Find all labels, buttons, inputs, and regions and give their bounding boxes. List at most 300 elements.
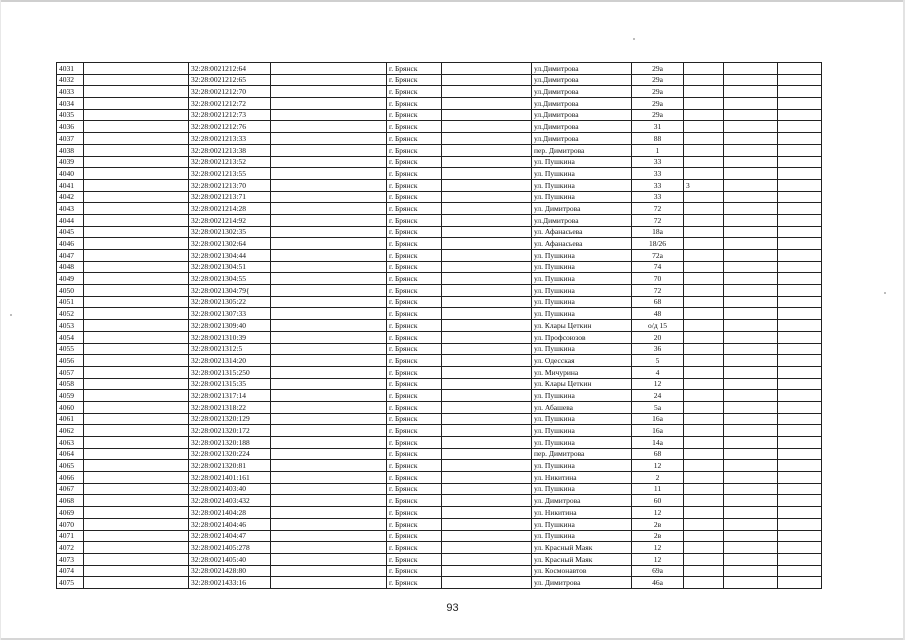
blank-cell	[442, 460, 532, 472]
extra-cell	[684, 308, 724, 320]
blank-cell	[778, 261, 822, 273]
table-row	[57, 133, 822, 145]
blank-cell	[724, 98, 778, 110]
blank-cell	[271, 472, 387, 484]
blank-cell	[84, 390, 189, 402]
city-cell: г. Брянск	[387, 63, 442, 75]
extra-cell	[684, 285, 724, 297]
city-cell: г. Брянск	[387, 226, 442, 238]
cadastral-number-cell: 32:28:0021213:55	[189, 168, 271, 180]
city-cell: г. Брянск	[387, 203, 442, 215]
row-number-cell: 4042	[57, 191, 84, 203]
blank-cell	[442, 577, 532, 589]
blank-cell	[442, 86, 532, 98]
register-table	[56, 62, 822, 589]
blank-cell	[442, 355, 532, 367]
blank-cell	[778, 238, 822, 250]
blank-cell	[442, 401, 532, 413]
house-number-cell: 2в	[632, 530, 684, 542]
street-cell: ул. Космонавтов	[532, 565, 632, 577]
street-cell: ул. Пушкина	[532, 285, 632, 297]
house-number-cell: 12	[632, 507, 684, 519]
extra-cell	[684, 261, 724, 273]
blank-cell	[442, 483, 532, 495]
blank-cell	[778, 366, 822, 378]
house-number-cell: 36	[632, 343, 684, 355]
cadastral-number-cell: 32:28:0021320:172	[189, 425, 271, 437]
blank-cell	[724, 518, 778, 530]
blank-cell	[271, 86, 387, 98]
extra-cell	[684, 507, 724, 519]
blank-cell	[271, 109, 387, 121]
house-number-cell: 14а	[632, 437, 684, 449]
cadastral-number-cell: 32:28:0021317:14	[189, 390, 271, 402]
blank-cell	[442, 98, 532, 110]
city-cell: г. Брянск	[387, 308, 442, 320]
cadastral-number-cell: 32:28:0021212:73	[189, 109, 271, 121]
blank-cell	[724, 203, 778, 215]
blank-cell	[442, 214, 532, 226]
blank-cell	[442, 168, 532, 180]
city-cell: г. Брянск	[387, 98, 442, 110]
cadastral-number-cell: 32:28:0021404:47	[189, 530, 271, 542]
blank-cell	[84, 437, 189, 449]
row-number-cell: 4063	[57, 437, 84, 449]
blank-cell	[442, 472, 532, 484]
street-cell: ул.Димитрова	[532, 74, 632, 86]
cadastral-number-cell: 32:28:0021428:80	[189, 565, 271, 577]
street-cell: ул. Пушкина	[532, 343, 632, 355]
blank-cell	[271, 285, 387, 297]
blank-cell	[84, 530, 189, 542]
blank-cell	[442, 366, 532, 378]
blank-cell	[84, 214, 189, 226]
blank-cell	[84, 109, 189, 121]
table-row	[57, 577, 822, 589]
row-number-cell: 4037	[57, 133, 84, 145]
blank-cell	[724, 331, 778, 343]
table-row	[57, 553, 822, 565]
scan-speck	[884, 292, 886, 294]
extra-cell	[684, 74, 724, 86]
row-number-cell: 4065	[57, 460, 84, 472]
cadastral-number-cell: 32:28:0021320:129	[189, 413, 271, 425]
street-cell: ул. Димитрова	[532, 577, 632, 589]
street-cell: ул. Клары Цеткин	[532, 378, 632, 390]
city-cell: г. Брянск	[387, 156, 442, 168]
blank-cell	[778, 530, 822, 542]
row-number-cell: 4073	[57, 553, 84, 565]
blank-cell	[84, 121, 189, 133]
cadastral-number-cell: 32:28:0021304:51	[189, 261, 271, 273]
blank-cell	[442, 250, 532, 262]
blank-cell	[724, 343, 778, 355]
blank-cell	[778, 413, 822, 425]
extra-cell	[684, 214, 724, 226]
street-cell: ул. Афанасьева	[532, 226, 632, 238]
cadastral-number-cell: 32:28:0021315:250	[189, 366, 271, 378]
table-row	[57, 507, 822, 519]
blank-cell	[271, 483, 387, 495]
extra-cell: 3	[684, 179, 724, 191]
extra-cell	[684, 331, 724, 343]
house-number-cell: 18а	[632, 226, 684, 238]
cadastral-number-cell: 32:28:0021310:39	[189, 331, 271, 343]
blank-cell	[778, 378, 822, 390]
table-row	[57, 413, 822, 425]
house-number-cell: 74	[632, 261, 684, 273]
blank-cell	[84, 156, 189, 168]
house-number-cell: 4	[632, 366, 684, 378]
cadastral-number-cell: 32:28:0021403:40	[189, 483, 271, 495]
house-number-cell: 88	[632, 133, 684, 145]
blank-cell	[84, 366, 189, 378]
house-number-cell: 11	[632, 483, 684, 495]
table-row	[57, 378, 822, 390]
row-number-cell: 4069	[57, 507, 84, 519]
street-cell: ул. Димитрова	[532, 495, 632, 507]
blank-cell	[84, 553, 189, 565]
house-number-cell: 18/26	[632, 238, 684, 250]
extra-cell	[684, 109, 724, 121]
blank-cell	[271, 401, 387, 413]
street-cell: ул.Димитрова	[532, 63, 632, 75]
house-number-cell: 33	[632, 191, 684, 203]
table-row	[57, 565, 822, 577]
blank-cell	[778, 355, 822, 367]
blank-cell	[724, 296, 778, 308]
extra-cell	[684, 343, 724, 355]
blank-cell	[778, 273, 822, 285]
blank-cell	[724, 472, 778, 484]
house-number-cell: 12	[632, 460, 684, 472]
house-number-cell: 20	[632, 331, 684, 343]
blank-cell	[442, 296, 532, 308]
row-number-cell: 4071	[57, 530, 84, 542]
blank-cell	[442, 518, 532, 530]
blank-cell	[442, 530, 532, 542]
cadastral-number-cell: 32:28:0021302:64	[189, 238, 271, 250]
blank-cell	[778, 296, 822, 308]
blank-cell	[724, 483, 778, 495]
cadastral-number-cell: 32:28:0021305:22	[189, 296, 271, 308]
blank-cell	[84, 144, 189, 156]
table-row	[57, 355, 822, 367]
blank-cell	[778, 553, 822, 565]
city-cell: г. Брянск	[387, 390, 442, 402]
blank-cell	[442, 320, 532, 332]
row-number-cell: 4044	[57, 214, 84, 226]
city-cell: г. Брянск	[387, 413, 442, 425]
city-cell: г. Брянск	[387, 366, 442, 378]
row-number-cell: 4038	[57, 144, 84, 156]
blank-cell	[271, 366, 387, 378]
blank-cell	[724, 507, 778, 519]
extra-cell	[684, 483, 724, 495]
city-cell: г. Брянск	[387, 565, 442, 577]
blank-cell	[778, 250, 822, 262]
row-number-cell: 4040	[57, 168, 84, 180]
blank-cell	[442, 273, 532, 285]
table-row	[57, 495, 822, 507]
scan-speck	[633, 38, 635, 40]
blank-cell	[778, 425, 822, 437]
table-row	[57, 179, 822, 191]
house-number-cell: 29а	[632, 63, 684, 75]
row-number-cell: 4059	[57, 390, 84, 402]
blank-cell	[724, 553, 778, 565]
extra-cell	[684, 98, 724, 110]
row-number-cell: 4048	[57, 261, 84, 273]
cadastral-number-cell: 32:28:0021312:5	[189, 343, 271, 355]
blank-cell	[271, 273, 387, 285]
blank-cell	[84, 401, 189, 413]
blank-cell	[271, 518, 387, 530]
street-cell: ул. Пушкина	[532, 191, 632, 203]
city-cell: г. Брянск	[387, 401, 442, 413]
cadastral-number-cell: 32:28:0021213:70	[189, 179, 271, 191]
blank-cell	[271, 542, 387, 554]
city-cell: г. Брянск	[387, 460, 442, 472]
city-cell: г. Брянск	[387, 285, 442, 297]
extra-cell	[684, 472, 724, 484]
table-row	[57, 331, 822, 343]
street-cell: ул. Пушкина	[532, 156, 632, 168]
blank-cell	[271, 179, 387, 191]
extra-cell	[684, 518, 724, 530]
street-cell: ул. Пушкина	[532, 425, 632, 437]
blank-cell	[271, 425, 387, 437]
blank-cell	[271, 168, 387, 180]
blank-cell	[778, 86, 822, 98]
blank-cell	[724, 144, 778, 156]
row-number-cell: 4050	[57, 285, 84, 297]
blank-cell	[271, 296, 387, 308]
row-number-cell: 4070	[57, 518, 84, 530]
blank-cell	[84, 378, 189, 390]
blank-cell	[442, 156, 532, 168]
house-number-cell: 12	[632, 542, 684, 554]
blank-cell	[724, 425, 778, 437]
cadastral-number-cell: 32:28:0021403:432	[189, 495, 271, 507]
extra-cell	[684, 577, 724, 589]
blank-cell	[442, 507, 532, 519]
blank-cell	[442, 238, 532, 250]
city-cell: г. Брянск	[387, 179, 442, 191]
street-cell: ул.Димитрова	[532, 109, 632, 121]
row-number-cell: 4055	[57, 343, 84, 355]
city-cell: г. Брянск	[387, 121, 442, 133]
blank-cell	[778, 168, 822, 180]
row-number-cell: 4075	[57, 577, 84, 589]
blank-cell	[84, 86, 189, 98]
blank-cell	[778, 343, 822, 355]
blank-cell	[271, 63, 387, 75]
blank-cell	[778, 507, 822, 519]
table-row	[57, 530, 822, 542]
house-number-cell: 16а	[632, 413, 684, 425]
blank-cell	[778, 495, 822, 507]
blank-cell	[84, 507, 189, 519]
street-cell: ул.Димитрова	[532, 86, 632, 98]
blank-cell	[724, 226, 778, 238]
blank-cell	[724, 448, 778, 460]
blank-cell	[778, 448, 822, 460]
street-cell: ул. Никитина	[532, 472, 632, 484]
blank-cell	[271, 308, 387, 320]
blank-cell	[724, 542, 778, 554]
city-cell: г. Брянск	[387, 214, 442, 226]
row-number-cell: 4064	[57, 448, 84, 460]
blank-cell	[778, 191, 822, 203]
row-number-cell: 4041	[57, 179, 84, 191]
blank-cell	[778, 390, 822, 402]
table-row	[57, 74, 822, 86]
blank-cell	[724, 390, 778, 402]
row-number-cell: 4052	[57, 308, 84, 320]
table-row	[57, 250, 822, 262]
street-cell: ул. Пушкина	[532, 273, 632, 285]
blank-cell	[84, 448, 189, 460]
blank-cell	[271, 133, 387, 145]
city-cell: г. Брянск	[387, 577, 442, 589]
blank-cell	[442, 63, 532, 75]
row-number-cell: 4049	[57, 273, 84, 285]
table-row	[57, 390, 822, 402]
table-row	[57, 425, 822, 437]
table-row	[57, 238, 822, 250]
extra-cell	[684, 121, 724, 133]
blank-cell	[778, 121, 822, 133]
row-number-cell: 4046	[57, 238, 84, 250]
row-number-cell: 4074	[57, 565, 84, 577]
register-rows	[57, 63, 822, 589]
city-cell: г. Брянск	[387, 74, 442, 86]
extra-cell	[684, 390, 724, 402]
cadastral-number-cell: 32:28:0021212:72	[189, 98, 271, 110]
house-number-cell: 12	[632, 553, 684, 565]
blank-cell	[724, 413, 778, 425]
blank-cell	[442, 448, 532, 460]
blank-cell	[778, 460, 822, 472]
cadastral-number-cell: 32:28:0021212:70	[189, 86, 271, 98]
cadastral-number-cell: 32:28:0021309:40	[189, 320, 271, 332]
blank-cell	[442, 553, 532, 565]
blank-cell	[271, 437, 387, 449]
blank-cell	[84, 542, 189, 554]
blank-cell	[724, 63, 778, 75]
city-cell: г. Брянск	[387, 273, 442, 285]
blank-cell	[84, 296, 189, 308]
blank-cell	[778, 63, 822, 75]
blank-cell	[442, 179, 532, 191]
street-cell: ул. Пушкина	[532, 261, 632, 273]
extra-cell	[684, 530, 724, 542]
blank-cell	[271, 203, 387, 215]
city-cell: г. Брянск	[387, 191, 442, 203]
blank-cell	[724, 530, 778, 542]
blank-cell	[271, 121, 387, 133]
blank-cell	[778, 144, 822, 156]
blank-cell	[778, 179, 822, 191]
blank-cell	[442, 203, 532, 215]
blank-cell	[442, 121, 532, 133]
blank-cell	[724, 168, 778, 180]
extra-cell	[684, 168, 724, 180]
house-number-cell: 48	[632, 308, 684, 320]
blank-cell	[442, 144, 532, 156]
row-number-cell: 4062	[57, 425, 84, 437]
blank-cell	[724, 238, 778, 250]
house-number-cell: 72	[632, 285, 684, 297]
house-number-cell: 5	[632, 355, 684, 367]
table-row	[57, 460, 822, 472]
house-number-cell: 60	[632, 495, 684, 507]
table-row	[57, 401, 822, 413]
row-number-cell: 4045	[57, 226, 84, 238]
blank-cell	[442, 191, 532, 203]
blank-cell	[724, 179, 778, 191]
blank-cell	[778, 320, 822, 332]
cadastral-number-cell: 32:28:0021320:188	[189, 437, 271, 449]
row-number-cell: 4051	[57, 296, 84, 308]
house-number-cell: 33	[632, 179, 684, 191]
blank-cell	[724, 214, 778, 226]
blank-cell	[442, 413, 532, 425]
blank-cell	[724, 378, 778, 390]
street-cell: ул. Красный Маяк	[532, 553, 632, 565]
cadastral-number-cell: 32:28:0021212:64	[189, 63, 271, 75]
house-number-cell: 46а	[632, 577, 684, 589]
blank-cell	[724, 308, 778, 320]
cadastral-number-cell: 32:28:0021433:16	[189, 577, 271, 589]
street-cell: ул. Красный Маяк	[532, 542, 632, 554]
city-cell: г. Брянск	[387, 144, 442, 156]
city-cell: г. Брянск	[387, 296, 442, 308]
blank-cell	[724, 460, 778, 472]
extra-cell	[684, 203, 724, 215]
blank-cell	[724, 86, 778, 98]
city-cell: г. Брянск	[387, 343, 442, 355]
cadastral-number-cell: 32:28:0021304:55	[189, 273, 271, 285]
blank-cell	[84, 320, 189, 332]
blank-cell	[724, 250, 778, 262]
blank-cell	[778, 542, 822, 554]
city-cell: г. Брянск	[387, 448, 442, 460]
blank-cell	[271, 507, 387, 519]
extra-cell	[684, 296, 724, 308]
house-number-cell: 68	[632, 448, 684, 460]
table-row	[57, 285, 822, 297]
city-cell: г. Брянск	[387, 472, 442, 484]
extra-cell	[684, 273, 724, 285]
city-cell: г. Брянск	[387, 483, 442, 495]
blank-cell	[778, 156, 822, 168]
blank-cell	[84, 355, 189, 367]
blank-cell	[84, 413, 189, 425]
extra-cell	[684, 495, 724, 507]
house-number-cell: 5а	[632, 401, 684, 413]
street-cell: ул. Димитрова	[532, 203, 632, 215]
blank-cell	[442, 343, 532, 355]
city-cell: г. Брянск	[387, 495, 442, 507]
city-cell: г. Брянск	[387, 425, 442, 437]
blank-cell	[84, 168, 189, 180]
blank-cell	[84, 472, 189, 484]
house-number-cell: 29а	[632, 109, 684, 121]
table-row	[57, 308, 822, 320]
city-cell: г. Брянск	[387, 261, 442, 273]
